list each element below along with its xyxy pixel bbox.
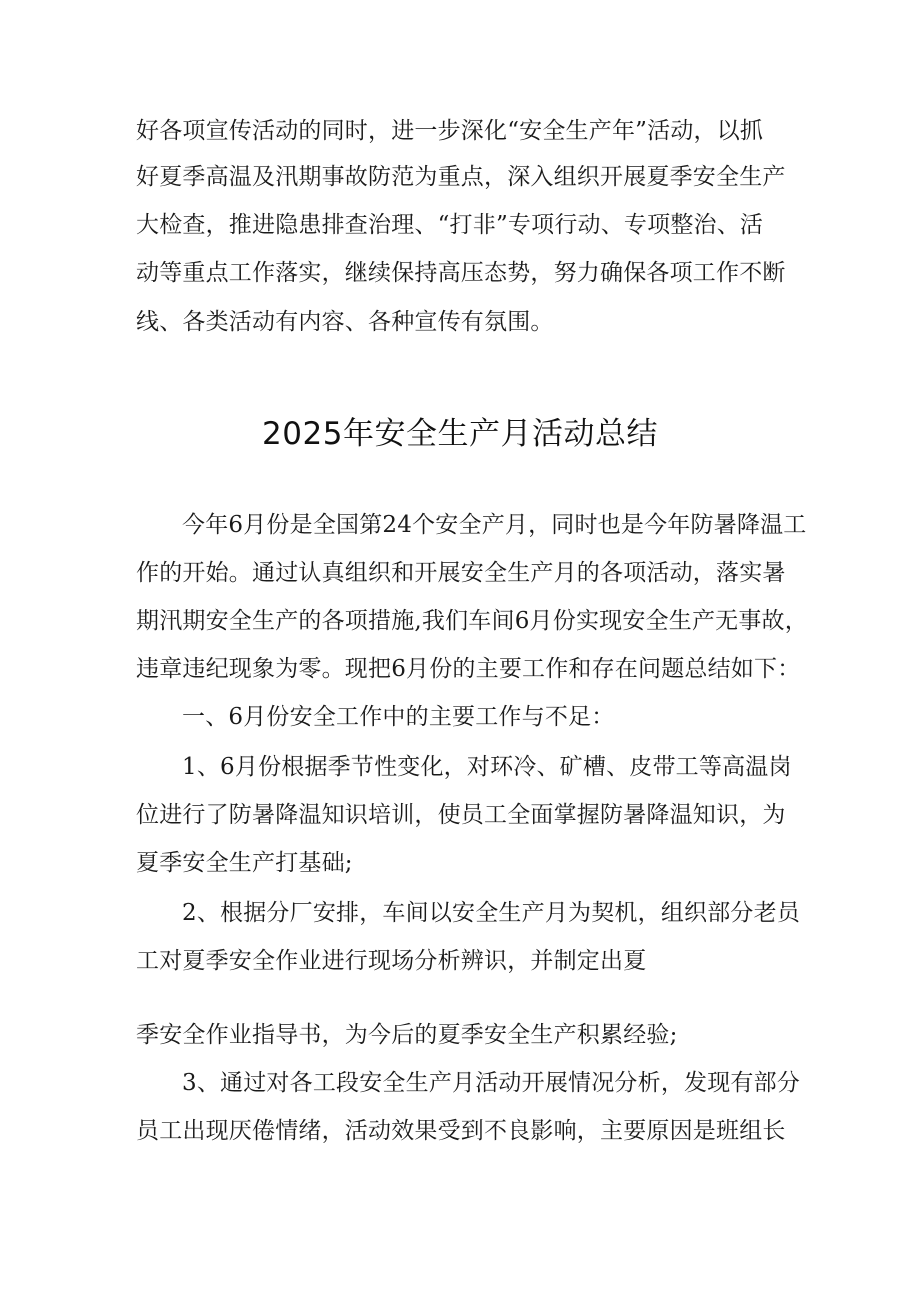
item2-line-2: 工对夏季安全作业进行现场分析辨识，并制定出夏 [136, 948, 647, 974]
paragraph1-line-1: 今年6月份是全国第24个安全产月，同时也是今年防暑降温工 [182, 512, 807, 538]
paragraph1-line-2: 作的开始。通过认真组织和开展安全生产月的各项活动，落实暑 [136, 560, 786, 586]
document-title: 2025年安全生产月活动总结 [262, 416, 658, 452]
intro-line-1: 好各项宣传活动的同时，进一步深化“安全生产年”活动，以抓 [136, 118, 764, 144]
item2-continued-line: 季安全作业指导书，为今后的夏季安全生产积累经验; [136, 1022, 678, 1048]
item2-line-1: 2、根据分厂安排，车间以安全生产月为契机，组织部分老员 [182, 900, 801, 926]
paragraph1-line-3: 期汛期安全生产的各项措施,我们车间6月份实现安全生产无事故， [136, 608, 808, 634]
intro-line-4: 动等重点工作落实，继续保持高压态势，努力确保各项工作不断 [136, 260, 786, 286]
intro-line-3: 大检查，推进隐患排查治理、“打非”专项行动、专项整治、活 [136, 212, 764, 238]
item3-line-2: 员工出现厌倦情绪，活动效果受到不良影响，主要原因是班组长 [136, 1118, 786, 1144]
item1-line-2: 位进行了防暑降温知识培训，使员工全面掌握防暑降温知识，为 [136, 802, 786, 828]
item1-line-1: 1、6月份根据季节性变化，对环冷、矿槽、皮带工等高温岗 [182, 754, 792, 780]
section-heading: 一、6月份安全工作中的主要工作与不足： [182, 704, 615, 730]
item1-line-3: 夏季安全生产打基础; [136, 850, 353, 876]
intro-line-2: 好夏季高温及汛期事故防范为重点，深入组织开展夏季安全生产 [136, 164, 786, 190]
paragraph1-line-4: 违章违纪现象为零。现把6月份的主要工作和存在问题总结如下： [136, 656, 801, 682]
intro-line-5: 线、各类活动有内容、各种宣传有氛围。 [136, 309, 554, 335]
item3-line-1: 3、通过对各工段安全生产月活动开展情况分析，发现有部分 [182, 1070, 801, 1096]
